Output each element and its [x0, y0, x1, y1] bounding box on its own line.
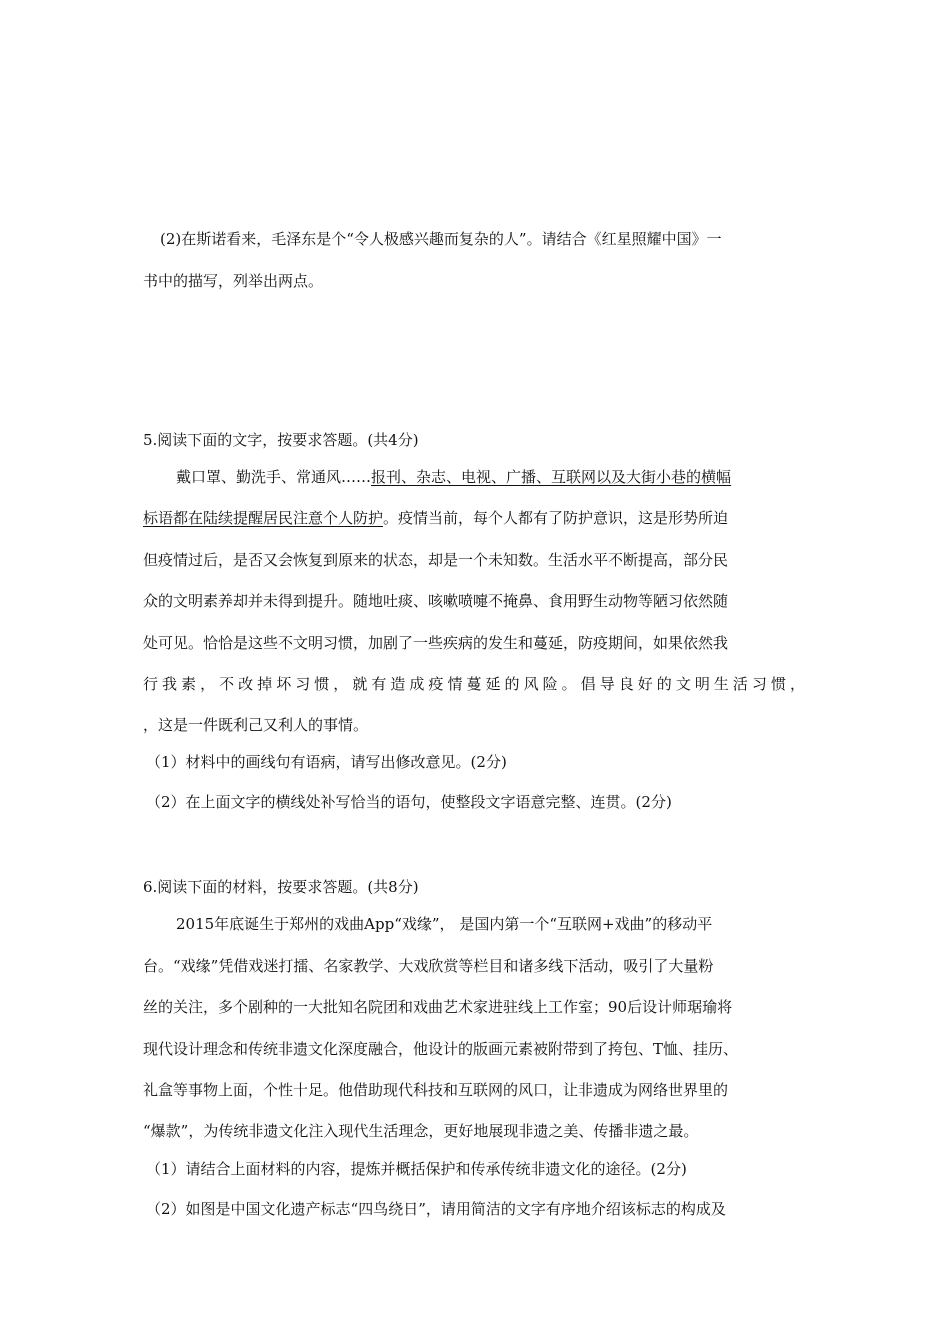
- q5-paragraph-line4: 众的文明素养却并未得到提升。随地吐痰、咳嗽喷嚏不掩鼻、食用野生动物等陋习依然随: [143, 592, 729, 610]
- q5-underlined-sentence-part2: 标语都在陆续提醒居民注意个人防护: [143, 509, 384, 527]
- q6-paragraph-line3: 丝的关注，多个剧种的一大批知名院团和戏曲艺术家进驻线上工作室；90后设计师琚瑜将: [143, 998, 733, 1016]
- q6-paragraph-line6: “爆款”，为传统非遗文化注入现代生活理念，更好地展现非遗之美、传播非遗之最。: [143, 1122, 699, 1140]
- q6-subquestion-1: （1）请结合上面材料的内容，提炼并概括保护和传承传统非遗文化的途径。(2分): [146, 1160, 687, 1178]
- q5-paragraph-line3: 但疫情过后，是否又会恢复到原来的状态，却是一个未知数。生活水平不断提高，部分民: [143, 551, 729, 569]
- q6-paragraph-line1: 2015年底诞生于郑州的戏曲App“戏缘”， 是国内第一个“互联网+戏曲”的移动平: [176, 915, 713, 933]
- q5-line1-plain: 戴口罩、勤洗手、常通风……: [176, 468, 372, 486]
- q5-subquestion-1: （1）材料中的画线句有语病，请写出修改意见。(2分): [146, 753, 507, 771]
- q5-paragraph-line6: 行我素，不改掉坏习惯，就有造成疫情蔓延的风险。倡导良好的文明生活习惯，: [143, 675, 805, 693]
- q5-paragraph-line2: [143, 508, 728, 528]
- q5-paragraph-line7: ，这是一件既利己又利人的事情。: [143, 716, 369, 734]
- q6-paragraph-line5: 礼盒等事物上面，个性十足。他借助现代科技和互联网的风口，让非遗成为网络世界里的: [143, 1081, 729, 1099]
- q5-subquestion-2: （2）在上面文字的横线处补写恰当的语句，使整段文字语意完整、连贯。(2分): [146, 793, 672, 811]
- q5-underlined-sentence-part1: 报刊、杂志、电视、广播、互联网以及大街小巷的横幅: [371, 468, 732, 486]
- q5-paragraph-line5: 处可见。恰恰是这些不文明习惯，加剧了一些疾病的发生和蔓延，防疫期间，如果依然我: [143, 634, 729, 652]
- q6-title: 6.阅读下面的材料，按要求答题。(共8分): [143, 878, 419, 896]
- q4-part2-line2: 书中的描写，列举出两点。: [143, 272, 324, 290]
- q5-line2-plain: 。疫情当前，每个人都有了防护意识，这是形势所迫: [383, 509, 729, 527]
- q6-paragraph-line2: 台。“戏缘”凭借戏迷打擂、名家教学、大戏欣赏等栏目和诸多线下活动，吸引了大量粉: [143, 957, 714, 975]
- q6-paragraph-line4: 现代设计理念和传统非遗文化深度融合，他设计的版画元素被附带到了挎包、T恤、挂历、: [143, 1040, 739, 1058]
- q5-paragraph-line1: [176, 467, 731, 487]
- q4-part2-line1: (2)在斯诺看来，毛泽东是个“令人极感兴趣而复杂的人”。请结合《红星照耀中国》一: [160, 230, 722, 248]
- q5-title: 5.阅读下面的文字，按要求答题。(共4分): [143, 431, 419, 449]
- q6-subquestion-2: （2）如图是中国文化遗产标志“四鸟绕日”，请用简洁的文字有序地介绍该标志的构成及: [146, 1200, 726, 1218]
